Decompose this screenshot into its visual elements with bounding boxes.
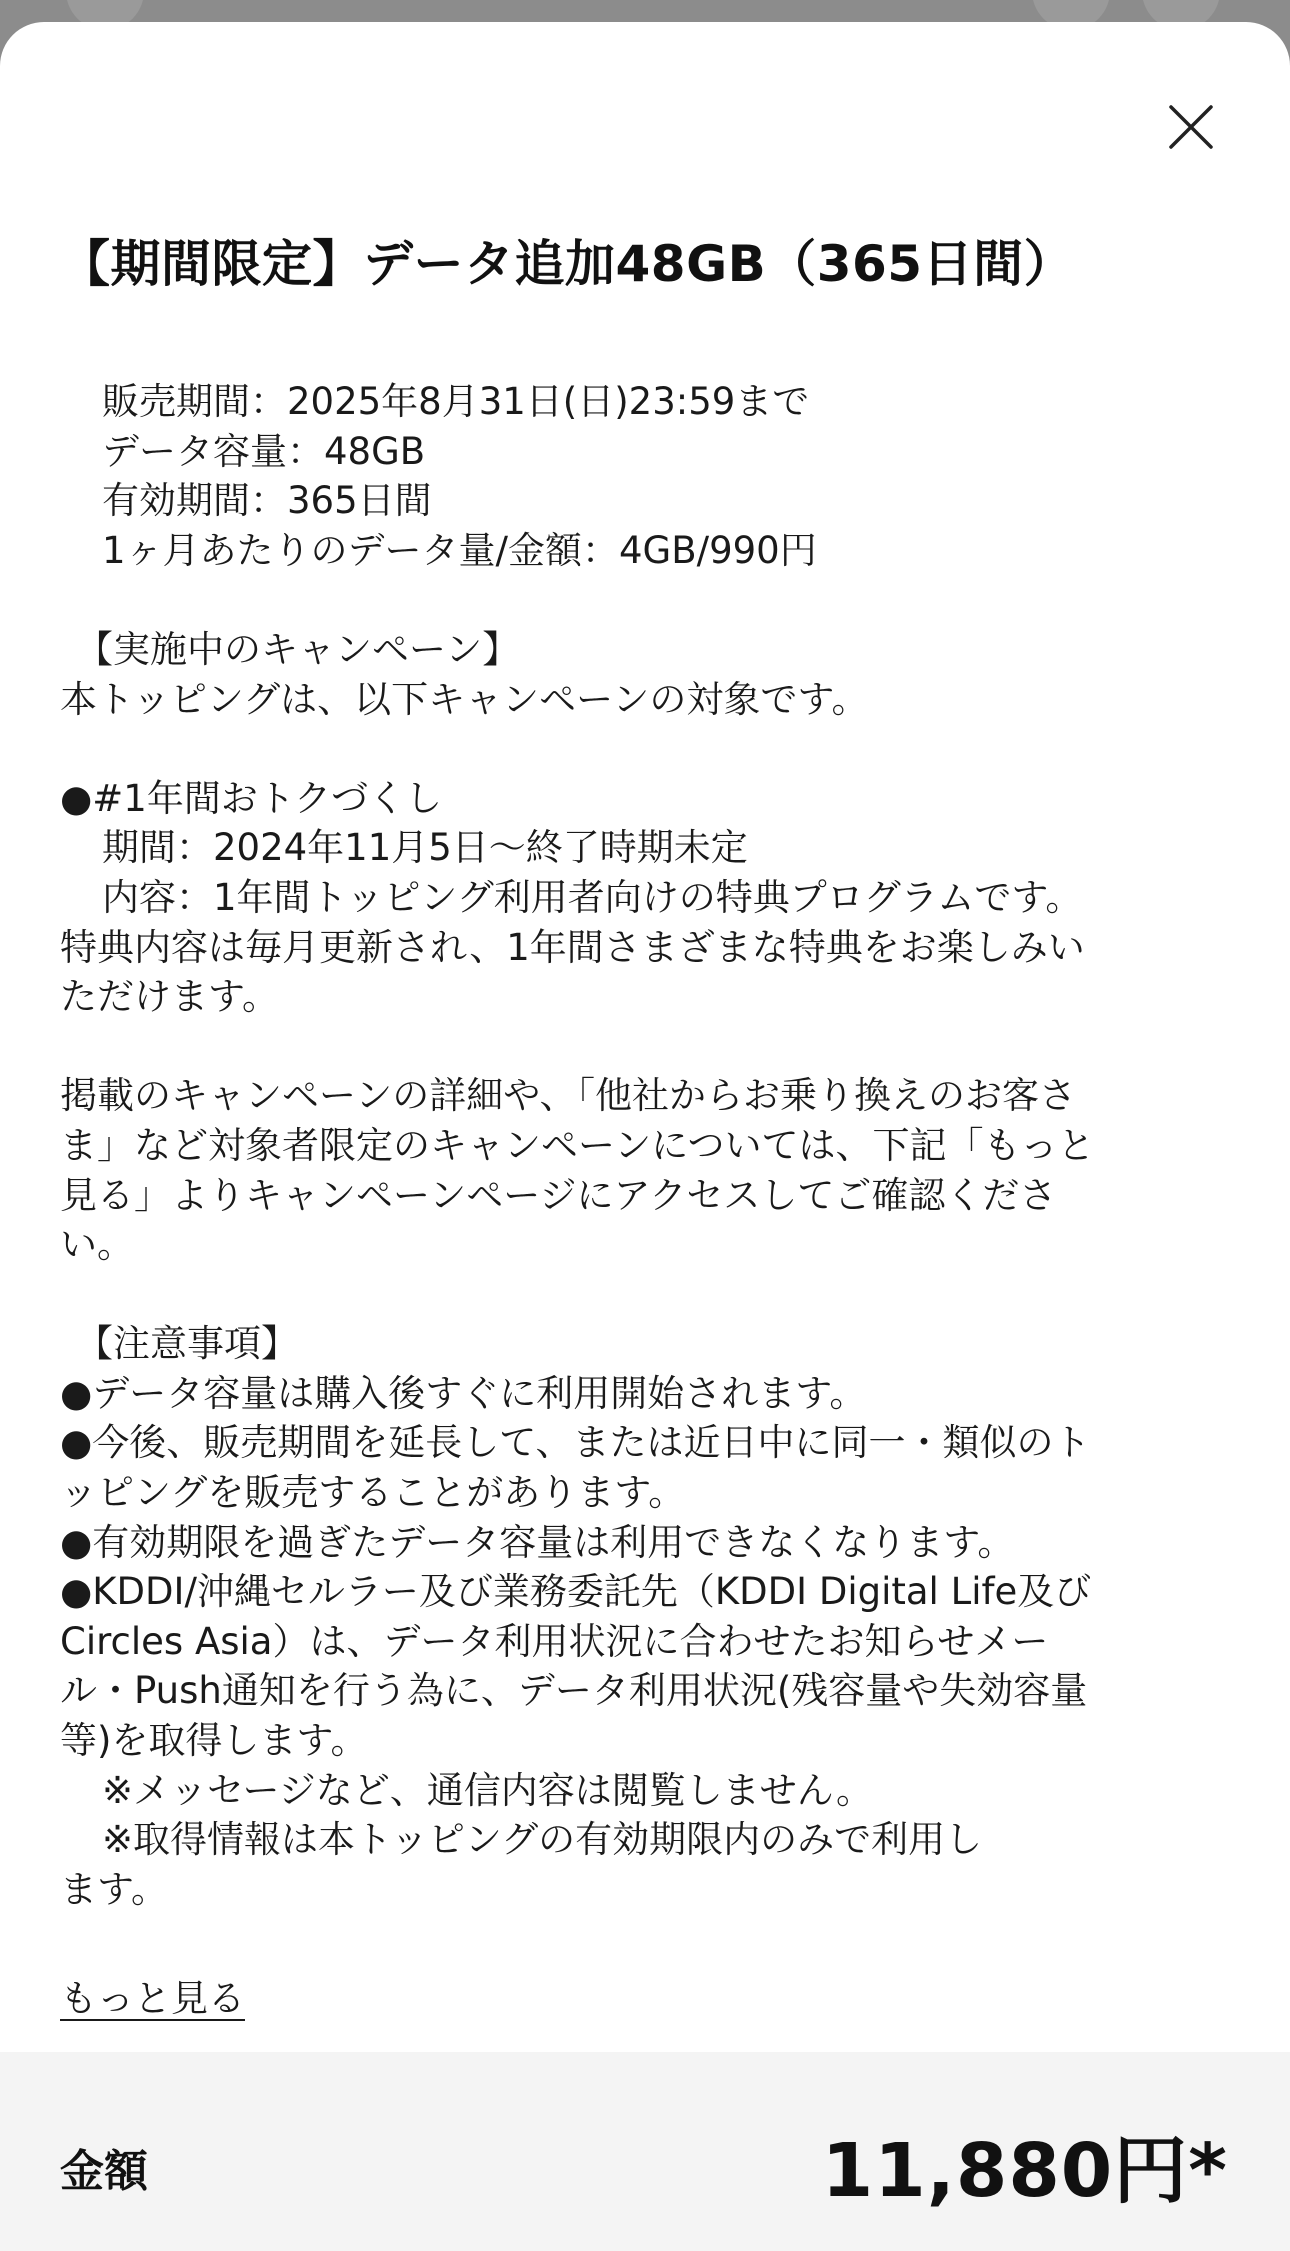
close-icon [1167,103,1215,151]
detail-sales-period: 販売期間：2025年8月31日(日)23:59まで [102,380,810,423]
campaign-content: 内容：1年間トッピング利用者向けの特典プログラムです。 [102,875,1083,919]
notes-heading: 【注意事項】 [76,1322,298,1366]
description-body [60,377,1232,1914]
see-more-link[interactable]: もっと見る [60,1977,245,2020]
notes-line: ル・Push通知を行う為に、データ利用状況(残容量や失効容量 [60,1669,1088,1713]
notes-line: ●データ容量は購入後すぐに利用開始されます。 [60,1371,867,1415]
campaign-note-line: 掲載のキャンペーンの詳細や、「他社からお乗り換えのお客さ [60,1074,1077,1118]
campaign-note-line: い。 [60,1223,134,1267]
notes-line: ●有効期限を過ぎたデータ容量は利用できなくなります。 [60,1520,1015,1564]
page-title: 【期間限定】データ追加48GB（365日間） [60,235,1075,293]
campaign-intro: 本トッピングは、以下キャンペーンの対象です。 [60,677,869,721]
campaign-name: ●#1年間おトクづくし [60,776,443,820]
sub-note-info-cont: ます。 [60,1867,169,1911]
campaign-period: 期間：2024年11月5日〜終了時期未定 [102,826,748,870]
notes-line: Circles Asia）は、データ利用状況に合わせたお知らせメー [60,1619,1049,1663]
detail-data-capacity: データ容量：48GB [102,429,426,473]
notes-line: 等)を取得します。 [60,1719,368,1763]
notes-line: ●今後、販売期間を延長して、または近日中に同一・類似のト [60,1421,1091,1465]
campaign-heading: 【実施中のキャンペーン】 [76,627,520,671]
campaign-content-cont-2: ただけます。 [60,975,280,1019]
price-label: 金額 [60,2146,148,2197]
sub-note-info: ※取得情報は本トッピングの有効期限内のみで利用し [102,1818,983,1862]
campaign-note-line: 見る」よりキャンペーンページにアクセスしてご確認くださ [60,1173,1057,1217]
notes-line: ●KDDI/沖縄セルラー及び業務委託先（KDDI Digital Life及び [60,1570,1092,1614]
bottom-sheet [0,22,1290,2251]
price-value: 11,880円* [821,2128,1228,2214]
campaign-note-line: ま」など対象者限定のキャンペーンについては、下記「もっと [60,1123,1095,1167]
close-button[interactable] [1148,84,1234,170]
detail-valid-period: 有効期間：365日間 [102,479,432,523]
campaign-content-cont: 特典内容は毎月更新され、1年間さまざまな特典をお楽しみい [60,925,1085,969]
notes-line: ッピングを販売することがあります。 [60,1471,686,1515]
sub-note-message: ※メッセージなど、通信内容は閲覧しません。 [102,1768,874,1812]
detail-monthly-rate: 1ヶ月あたりのデータ量/金額：4GB/990円 [102,528,817,572]
